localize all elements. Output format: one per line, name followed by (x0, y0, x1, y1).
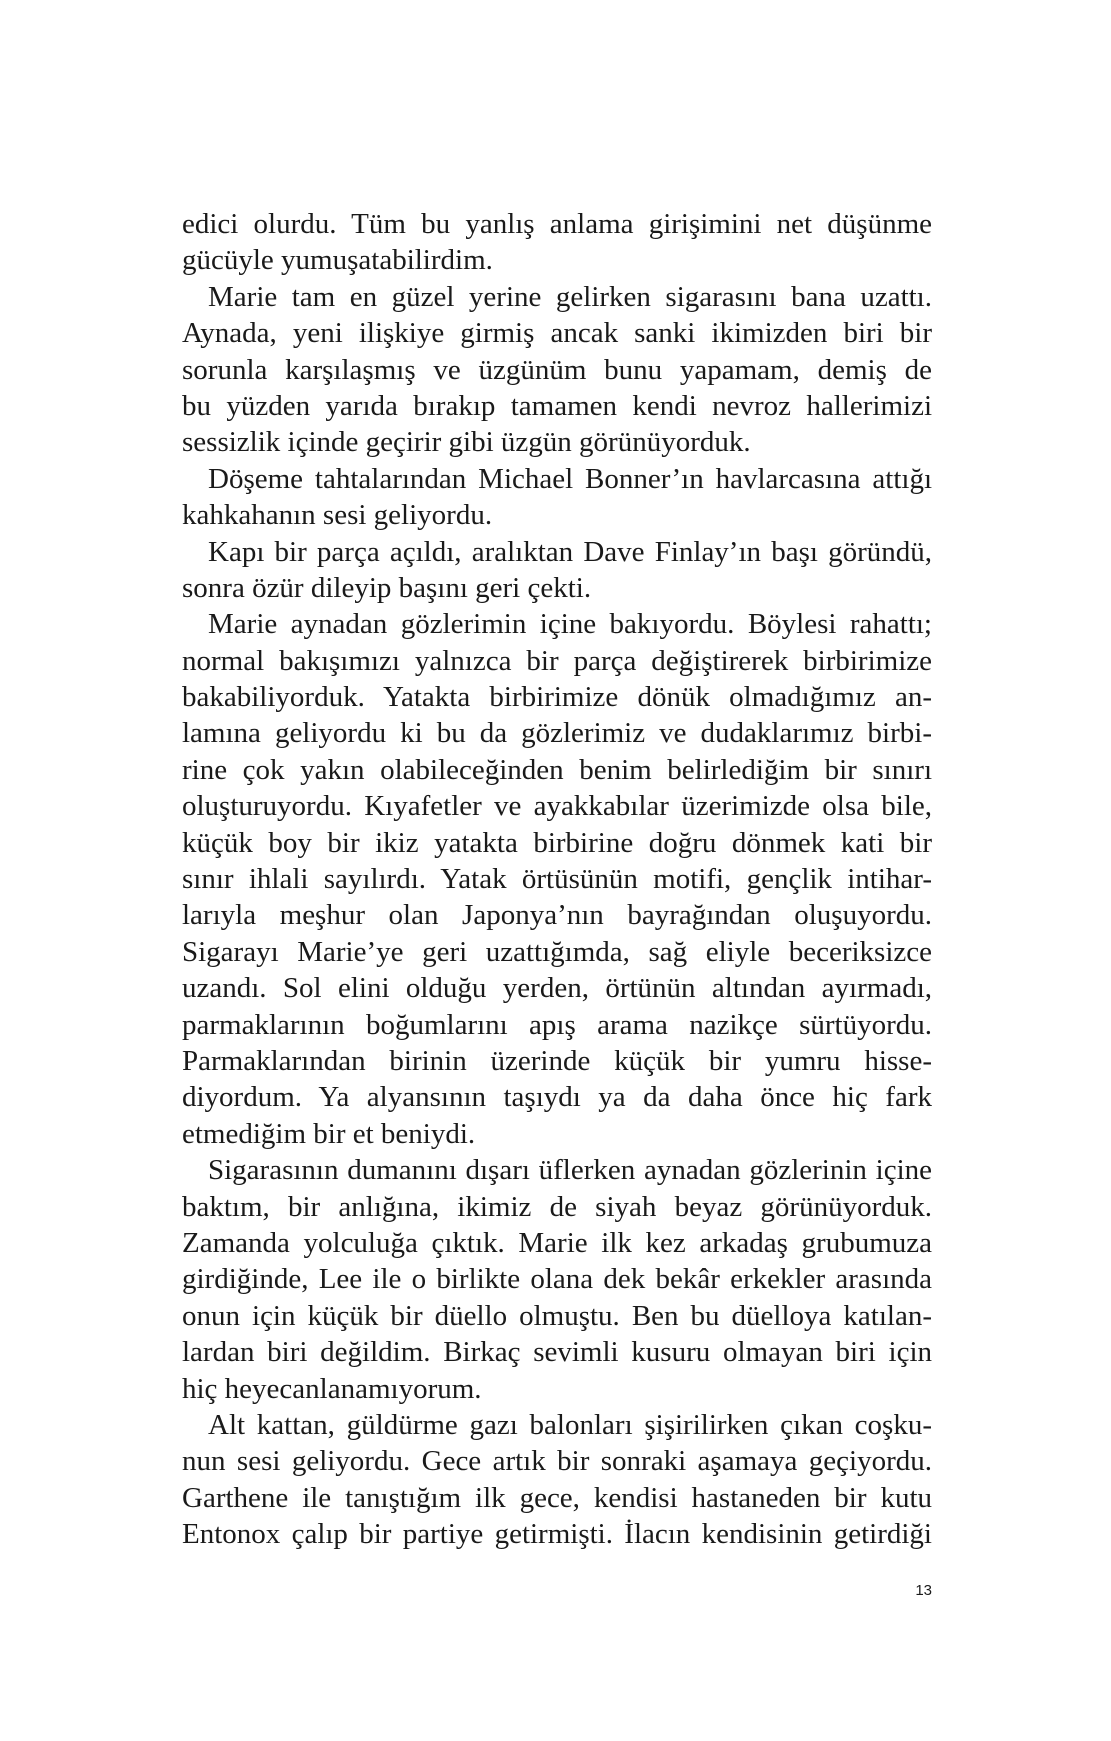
text-line: Sigarayı Marie’ye geri uzattığımda, sağ eliyle beceriksizce (182, 935, 932, 968)
paragraph (182, 206, 932, 279)
text-line: bakabiliyorduk. Yatakta birbirimize dönük olmadığımız an- (182, 681, 932, 714)
text-line: diyordum. Ya alyansının taşıydı ya da daha önce hiç fark (182, 1081, 932, 1114)
body-text (182, 206, 932, 1552)
text-line: Sigarasının dumanını dışarı üflerken aynadan gözlerinin içine (208, 1154, 932, 1187)
text-line: Parmaklarından birinin üzerinde küçük bir yumru hisse- (182, 1044, 932, 1077)
text-line: onun için küçük bir düello olmuştu. Ben bu düelloya katılan- (182, 1299, 932, 1332)
text-line: bu yüzden yarıda bırakıp tamamen kendi nevroz hallerimizi (182, 389, 932, 422)
paragraph (182, 461, 932, 534)
text-line: kahkahanın sesi geliyordu. (182, 499, 493, 532)
text-line: Marie aynadan gözlerimin içine bakıyordu. Böylesi rahattı; (208, 608, 932, 641)
text-line: Marie tam en güzel yerine gelirken sigarasını bana uzattı. (208, 280, 932, 313)
paragraph (182, 279, 932, 461)
text-line: Döşeme tahtalarından Michael Bonner’ın havlarcasına attığı (208, 462, 932, 495)
text-line: gücüyle yumuşatabilirdim. (182, 244, 493, 277)
text-line: Zamanda yolculuğa çıktık. Marie ilk kez arkadaş grubumuza (182, 1226, 932, 1259)
text-line: Entonox çalıp bir partiye getirmişti. İlacın kendisinin getirdiği (182, 1518, 932, 1551)
text-line: rine çok yakın olabileceğinden benim belirlediğim bir sınırı (182, 753, 932, 786)
paragraph (182, 1152, 932, 1407)
paragraph (182, 534, 932, 607)
text-line: küçük boy bir ikiz yatakta birbirine doğru dönmek kati bir (182, 826, 932, 859)
text-line: baktım, bir anlığına, ikimiz de siyah beyaz görünüyorduk. (182, 1190, 932, 1223)
text-line: etmediğim bir et beniydi. (182, 1117, 476, 1150)
text-line: hiç heyecanlanamıyorum. (182, 1372, 482, 1405)
text-line: girdiğinde, Lee ile o birlikte olana dek bekâr erkekler arasında (182, 1263, 932, 1296)
text-line: nun sesi geliyordu. Gece artık bir sonraki aşamaya geçiyordu. (182, 1445, 932, 1478)
text-line: Garthene ile tanıştığım ilk gece, kendisi hastaneden bir kutu (182, 1481, 932, 1514)
text-line: lardan biri değildim. Birkaç sevimli kusuru olmayan biri için (182, 1336, 932, 1369)
text-line: lamına geliyordu ki bu da gözlerimiz ve dudaklarımız birbi- (182, 717, 932, 750)
text-line: uzandı. Sol elini olduğu yerden, örtünün altından ayırmadı, (182, 972, 932, 1005)
text-line: edici olurdu. Tüm bu yanlış anlama girişimini net düşünme (182, 208, 932, 240)
text-line: Alt kattan, güldürme gazı balonları şişirilirken çıkan coşku- (208, 1408, 932, 1441)
text-line: sınır ihlali sayılırdı. Yatak örtüsünün motifi, gençlik intihar- (182, 863, 932, 896)
text-line: parmaklarının boğumlarını apış arama nazikçe sürtüyordu. (182, 1008, 932, 1041)
page-number: 13 (915, 1582, 932, 1599)
text-line: normal bakışımızı yalnızca bir parça değiştirerek birbirimize (182, 644, 932, 677)
text-line: oluşturuyordu. Kıyafetler ve ayakkabılar üzerimizde olsa bile, (182, 790, 932, 823)
text-line: sessizlik içinde geçirir gibi üzgün görünüyorduk. (182, 426, 751, 459)
paragraph (182, 606, 932, 1152)
text-line: sorunla karşılaşmış ve üzgünüm bunu yapamam, demiş de (182, 353, 932, 386)
text-line: Kapı bir parça açıldı, aralıktan Dave Finlay’ın başı göründü, (208, 535, 932, 568)
text-line: larıyla meşhur olan Japonya’nın bayrağından oluşuyordu. (182, 899, 932, 932)
text-line: sonra özür dileyip başını geri çekti. (182, 571, 592, 604)
paragraph (182, 1407, 932, 1553)
text-line: Aynada, yeni ilişkiye girmiş ancak sanki ikimizden biri bir (182, 317, 932, 350)
